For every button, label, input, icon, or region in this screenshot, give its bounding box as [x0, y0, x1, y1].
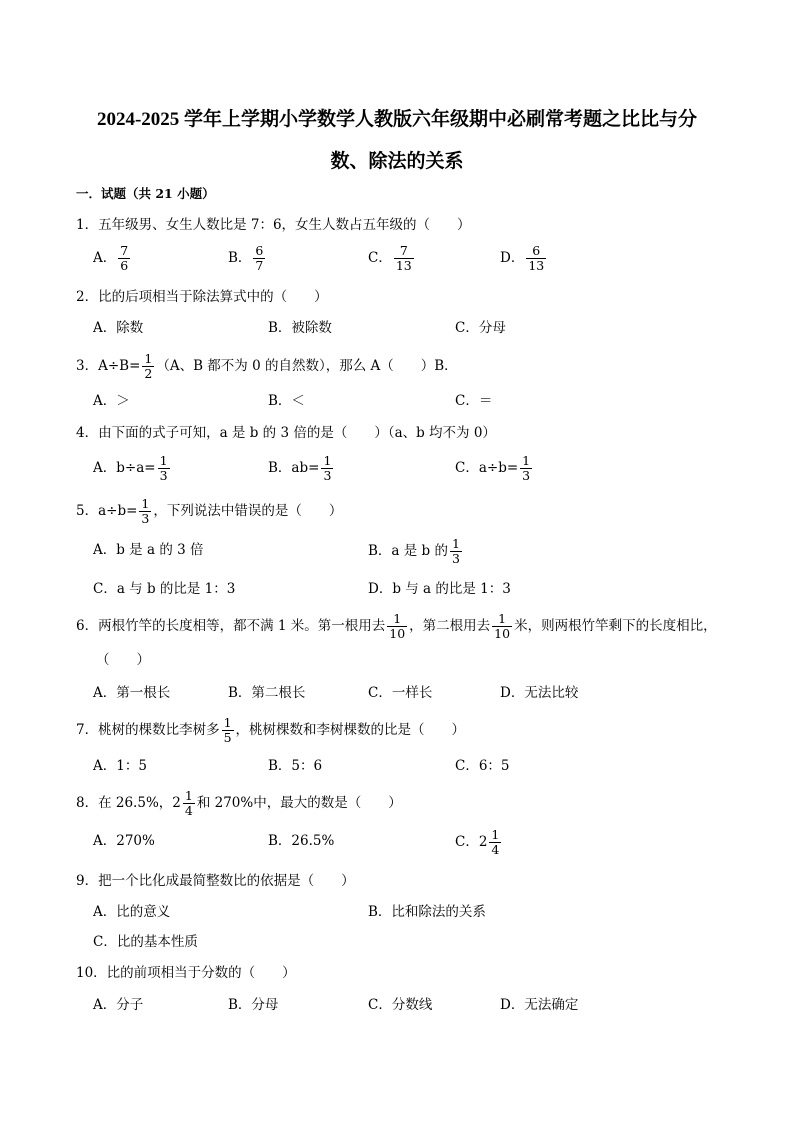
q1-option-d: D． $\frac{6}{13}$ [500, 243, 545, 273]
question-7: 7．桃树的棵数比李树多 $\frac{1}{5}$ ，桃树棵数和李树棵数的比是（ ） [76, 715, 466, 745]
q8-option-a: A．270% [93, 833, 155, 849]
q3-option-a: A．＞ [93, 393, 130, 409]
question-4: 4．由下面的式子可知，a 是 b 的 3 倍的是（ ）（a、b 均不为 0） [76, 425, 496, 441]
q2-option-b: B．被除数 [268, 320, 332, 336]
q8-option-b: B．26.5% [268, 833, 335, 849]
q6-option-c: C．一样长 [368, 685, 433, 701]
question-3: 3．A÷B= $\frac{1}{2}$ （A、B 都不为 0 的自然数），那么 A（ ）B． [76, 351, 458, 381]
section-heading: 一．试题（共 21 小题） [76, 186, 215, 201]
question-1: 1．五年级男、女生人数比是 7：6，女生人数占五年级的（ ） [76, 217, 471, 233]
q1-option-b: B． $\frac{6}{7}$ [228, 243, 264, 273]
q6-option-b: B．第二根长 [228, 685, 306, 701]
question-2: 2．比的后项相当于除法算式中的（ ） [76, 289, 328, 305]
q4-option-c: C．a÷b= $\frac{1}{3}$ [455, 453, 531, 483]
q2-option-c: C．分母 [455, 320, 506, 336]
question-5: 5．a÷b= $\frac{1}{3}$ ，下列说法中错误的是（ ） [76, 496, 343, 526]
q1-option-a: A． $\frac{7}{6}$ [93, 243, 129, 273]
q5-option-c: C．a 与 b 的比是 1：3 [93, 581, 236, 597]
q6-option-d: D．无法比较 [500, 685, 579, 701]
q9-option-b: B．比和除法的关系 [368, 904, 486, 920]
q4-option-a: A．b÷a= $\frac{1}{3}$ [93, 453, 168, 483]
q3-option-c: C．＝ [455, 393, 493, 409]
q1-option-c: C． $\frac{7}{13}$ [368, 243, 412, 273]
document-title-line2: 数、除法的关系 [330, 151, 464, 172]
q5-option-d: D．b 与 a 的比是 1：3 [368, 581, 511, 597]
q7-option-b: B．5：6 [268, 758, 323, 774]
question-6-blank: （ ） [96, 652, 150, 668]
question-9: 9．把一个比化成最简整数比的依据是（ ） [76, 873, 355, 889]
q10-option-b: B．分母 [228, 997, 279, 1013]
question-6: 6．两根竹竿的长度相等，都不满 1 米。第一根用去 $\frac{1}{10}$ ，第二根用去 $\frac{1}{10}$ 米，则两根竹竿剩下的长度相比， [76, 611, 717, 641]
q10-option-c: C．分数线 [368, 997, 433, 1013]
q5-option-a: A．b 是 a 的 3 倍 [93, 542, 204, 558]
q3-option-b: B．＜ [268, 393, 305, 409]
q2-option-a: A．除数 [93, 320, 144, 336]
q10-option-d: D．无法确定 [500, 997, 579, 1013]
q5-option-b: B．a 是 b 的 $\frac{1}{3}$ [368, 536, 460, 566]
q9-option-a: A．比的意义 [93, 904, 171, 920]
q6-option-a: A．第一根长 [93, 685, 171, 701]
question-8: 8．在 26.5%，2 $\frac{1}{4}$ 和 270%中，最大的数是（ ） [76, 788, 402, 818]
q4-option-b: B．ab= $\frac{1}{3}$ [268, 453, 332, 483]
q8-option-c: C．2 $\frac{1}{4}$ [455, 827, 500, 857]
q7-option-a: A．1：5 [93, 758, 147, 774]
question-10: 10．比的前项相当于分数的（ ） [76, 965, 296, 981]
q7-option-c: C．6：5 [455, 758, 510, 774]
q9-option-c: C．比的基本性质 [93, 934, 198, 950]
q10-option-a: A．分子 [93, 997, 144, 1013]
document-title-line1: 2024-2025 学年上学期小学数学人教版六年级期中必刷常考题之比比与分 [96, 109, 698, 130]
